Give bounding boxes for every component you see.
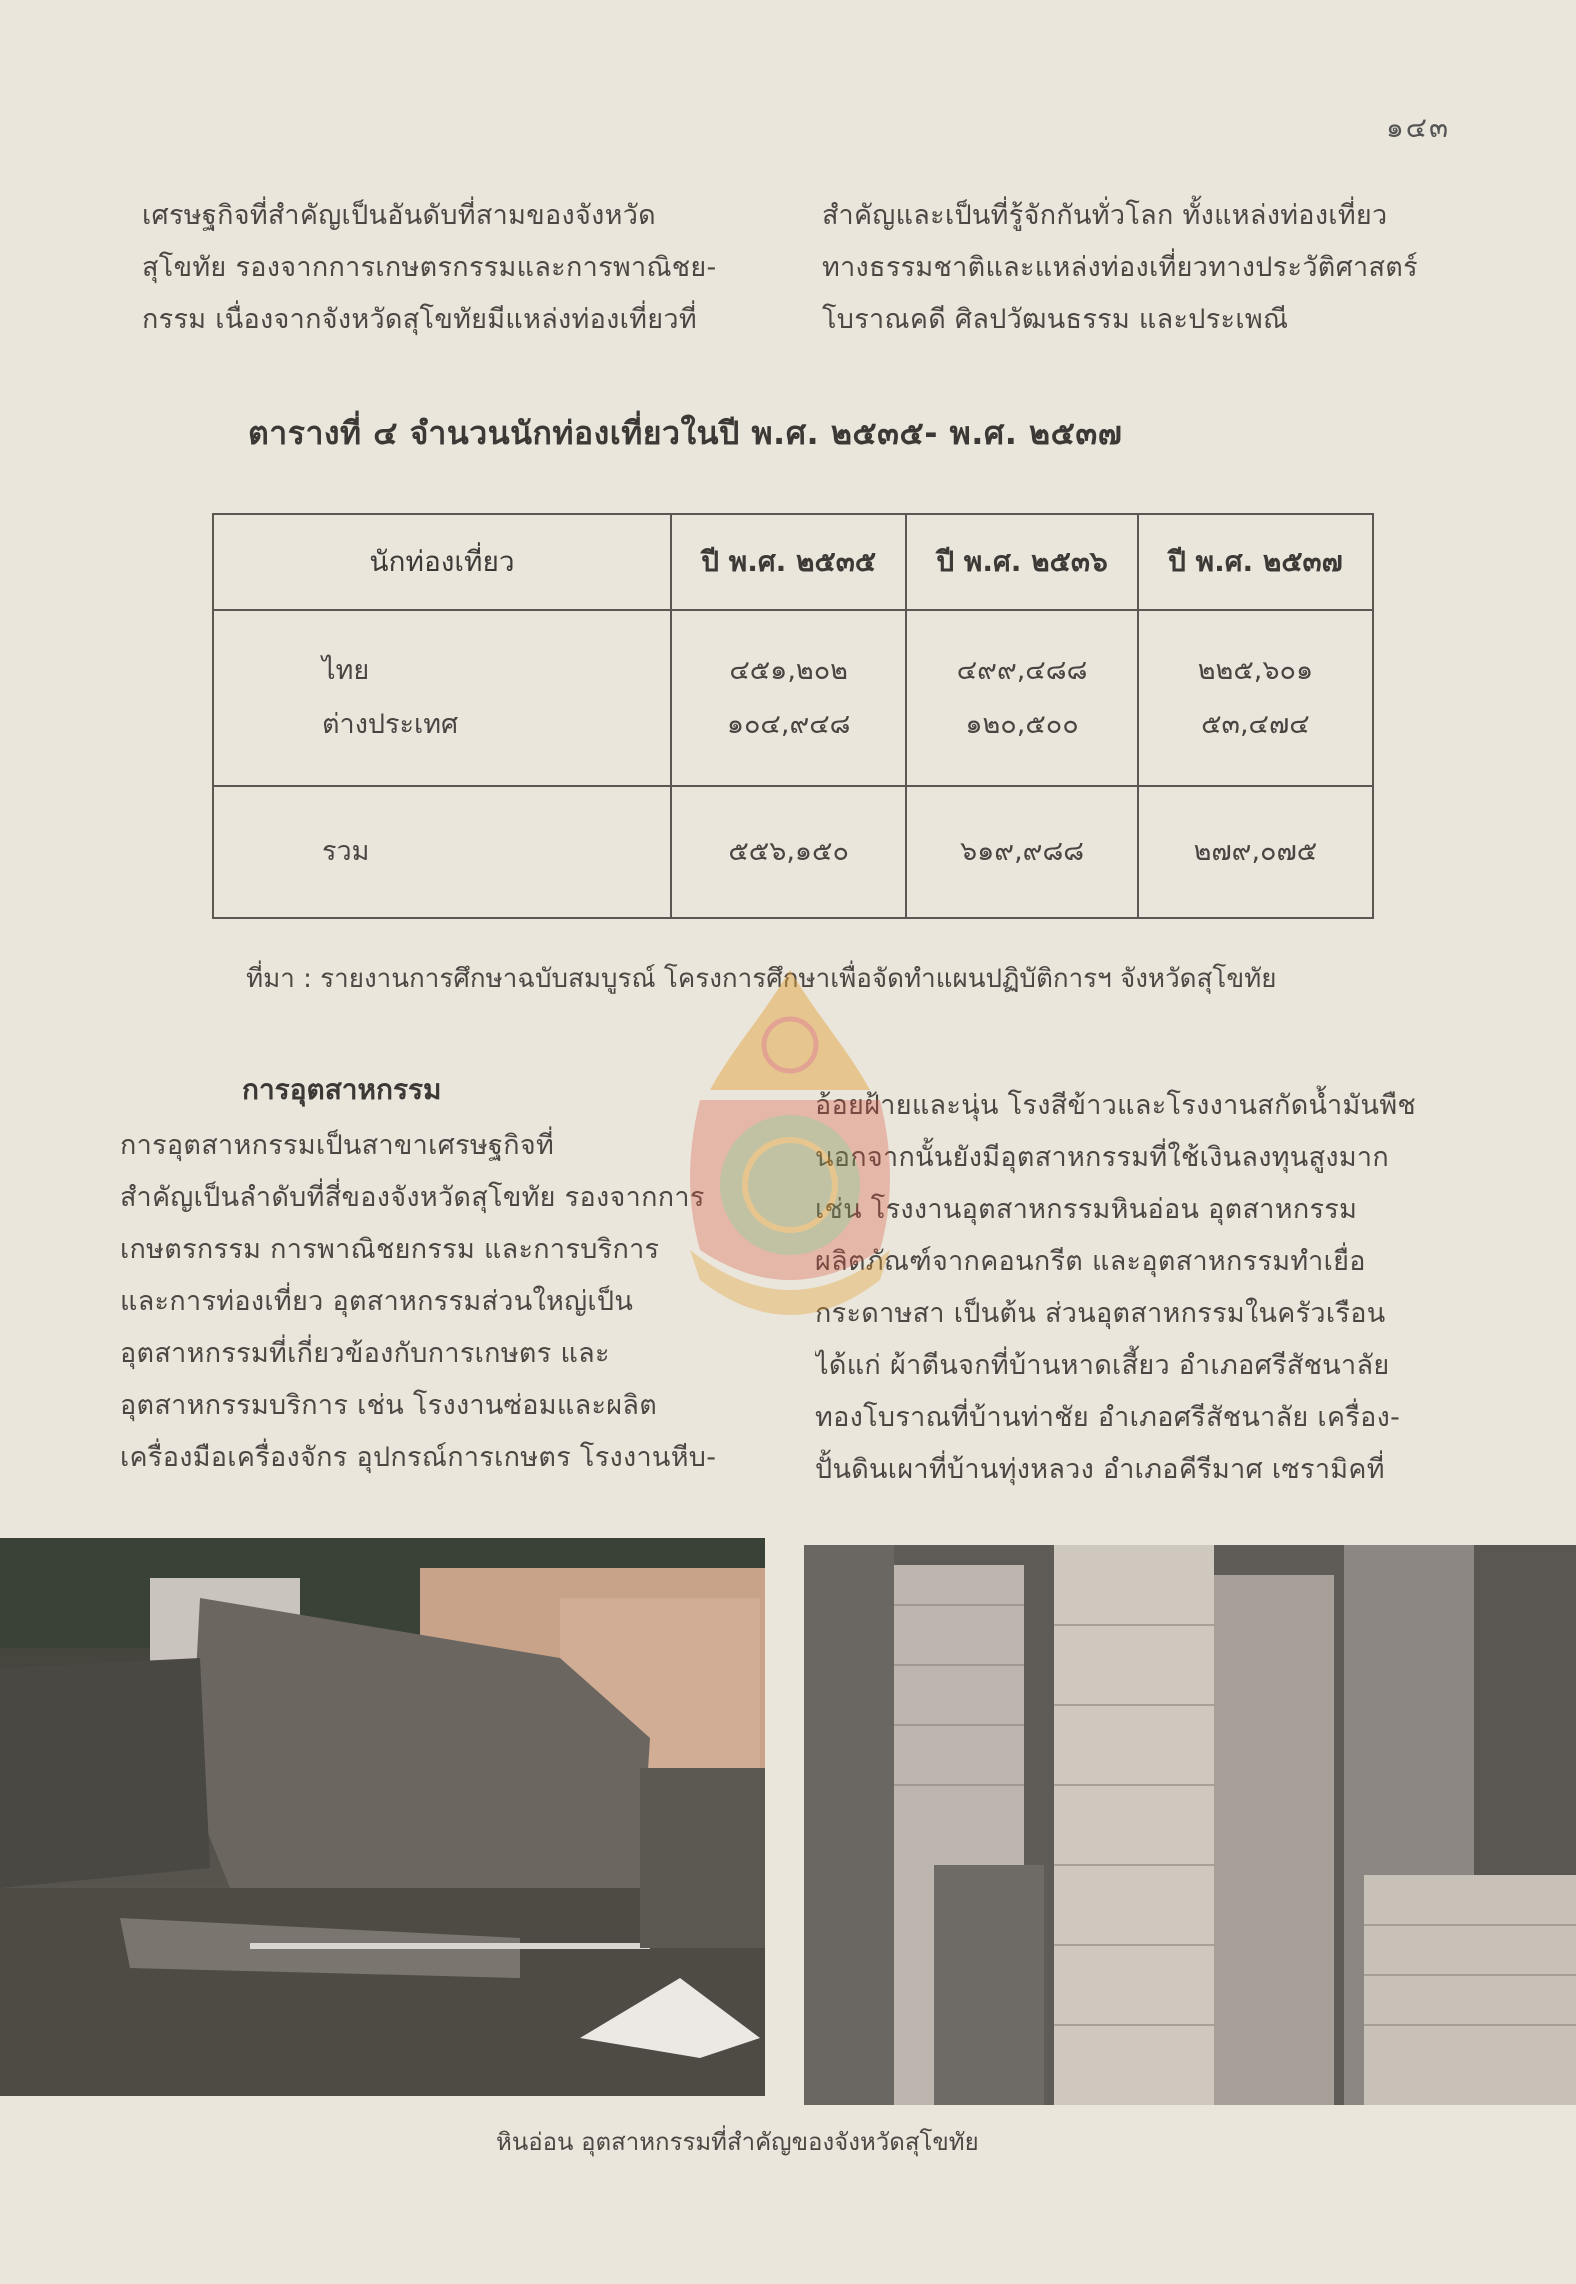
table-header-cell: ปี พ.ศ. ๒๕๓๗ [1138, 514, 1373, 610]
figure-caption: หินอ่อน อุตสาหกรรมที่สำคัญของจังหวัดสุโขทัย [496, 2128, 979, 2156]
table-value: ๑๐๔,๙๔๘ [726, 709, 851, 740]
intro-paragraph-left [142, 190, 782, 346]
table-header-cell: ปี พ.ศ. ๒๕๓๕ [671, 514, 906, 610]
tourist-table [212, 513, 1374, 917]
marble-slabs-photo [804, 1545, 1576, 2105]
text-line: ทองโบราณที่บ้านท่าชัย อำเภอศรีสัชนาลัย เครื่อง- [815, 1402, 1401, 1433]
total-label: รวม [213, 786, 671, 918]
table-total-row [213, 786, 1373, 918]
table-cell-2537 [1138, 610, 1373, 786]
tourist-table-grid [212, 513, 1374, 919]
table-cell-2536 [906, 610, 1138, 786]
text-line: ทางธรรมชาติและแหล่งท่องเที่ยวทางประวัติศาสตร์ [822, 252, 1418, 283]
text-line: ปั้นดินเผาที่บ้านทุ่งหลวง อำเภอคีรีมาศ เซรามิคที่ [815, 1454, 1385, 1485]
table-row [213, 610, 1373, 786]
text-line: อ้อยฝ้ายและนุ่น โรงสีข้าวและโรงงานสกัดน้ำมันพืช [815, 1090, 1417, 1121]
text-line: โบราณคดี ศิลปวัฒนธรรม และประเพณี [822, 304, 1289, 335]
table-title: ตารางที่ ๔ จำนวนนักท่องเที่ยวในปี พ.ศ. ๒๕๓๕- พ.ศ. ๒๕๓๗ [248, 414, 1123, 452]
page-number: ๑๔๓ [1386, 111, 1451, 144]
text-line: กรรม เนื่องจากจังหวัดสุโขทัยมีแหล่งท่องเที่ยวที่ [142, 304, 697, 335]
school-seal-watermark-icon [640, 950, 940, 1340]
table-cell-2535 [671, 610, 906, 786]
table-value: ๕๓,๔๗๔ [1201, 709, 1310, 740]
text-line: ผลิตภัณฑ์จากคอนกรีต และอุตสาหกรรมทำเยื่อ [815, 1246, 1366, 1277]
text-line: และการท่องเที่ยว อุตสาหกรรมส่วนใหญ่เป็น [120, 1286, 634, 1317]
text-line: สุโขทัย รองจากการเกษตรกรรมและการพาณิชย- [142, 252, 717, 283]
table-header-cell: ปี พ.ศ. ๒๕๓๖ [906, 514, 1138, 610]
table-value: ๑๒๐,๕๐๐ [965, 709, 1079, 740]
text-line: เกษตรกรรม การพาณิชยกรรม และการบริการ [120, 1234, 660, 1265]
intro-paragraph-right [822, 190, 1462, 346]
text-line: สำคัญเป็นลำดับที่สี่ของจังหวัดสุโขทัย รองจากการ [120, 1182, 705, 1213]
total-value: ๒๗๙,๐๗๕ [1138, 786, 1373, 918]
total-value: ๕๕๖,๑๕๐ [671, 786, 906, 918]
total-value: ๖๑๙,๙๘๘ [906, 786, 1138, 918]
text-line: เศรษฐกิจที่สำคัญเป็นอันดับที่สามของจังหวัด [142, 200, 656, 231]
row-label-thai: ไทย [322, 655, 370, 686]
marble-quarry-photo [0, 1538, 765, 2096]
marble-slabs-illustration [804, 1545, 1576, 2105]
table-header-cell: นักท่องเที่ยว [213, 514, 671, 610]
table-row-labels [213, 610, 671, 786]
text-line: เช่น โรงงานอุตสาหกรรมหินอ่อน อุตสาหกรรม [815, 1194, 1358, 1225]
text-line: อุตสาหกรรมบริการ เช่น โรงงานซ่อมและผลิต [120, 1390, 658, 1421]
row-label-foreign: ต่างประเทศ [322, 709, 459, 740]
table-source-note: ที่มา : รายงานการศึกษาฉบับสมบูรณ์ โครงการศึกษาเพื่อจัดทำแผนปฏิบัติการฯ จังหวัดสุโขทัย [246, 964, 1277, 994]
text-line: ได้แก่ ผ้าตีนจกที่บ้านหาดเสี้ยว อำเภอศรีสัชนาลัย [815, 1350, 1390, 1381]
section-heading: การอุตสาหกรรม [242, 1073, 442, 1106]
text-line: อุตสาหกรรมที่เกี่ยวข้องกับการเกษตร และ [120, 1338, 610, 1369]
text-line: เครื่องมือเครื่องจักร อุปกรณ์การเกษตร โรงงานหีบ- [120, 1442, 717, 1473]
marble-quarry-illustration [0, 1538, 765, 2096]
table-value: ๔๕๑,๒๐๒ [729, 655, 848, 686]
table-value: ๒๒๕,๖๐๑ [1197, 655, 1314, 686]
text-line: สำคัญและเป็นที่รู้จักกันทั่วโลก ทั้งแหล่งท่องเที่ยว [822, 200, 1388, 231]
table-value: ๔๙๙,๔๘๘ [956, 655, 1088, 686]
text-line: นอกจากนั้นยังมีอุตสาหกรรมที่ใช้เงินลงทุนสูงมาก [815, 1142, 1390, 1173]
table-header-row [213, 514, 1373, 610]
text-line: กระดาษสา เป็นต้น ส่วนอุตสาหกรรมในครัวเรือน [815, 1298, 1386, 1329]
text-line: การอุตสาหกรรมเป็นสาขาเศรษฐกิจที่ [120, 1130, 555, 1161]
